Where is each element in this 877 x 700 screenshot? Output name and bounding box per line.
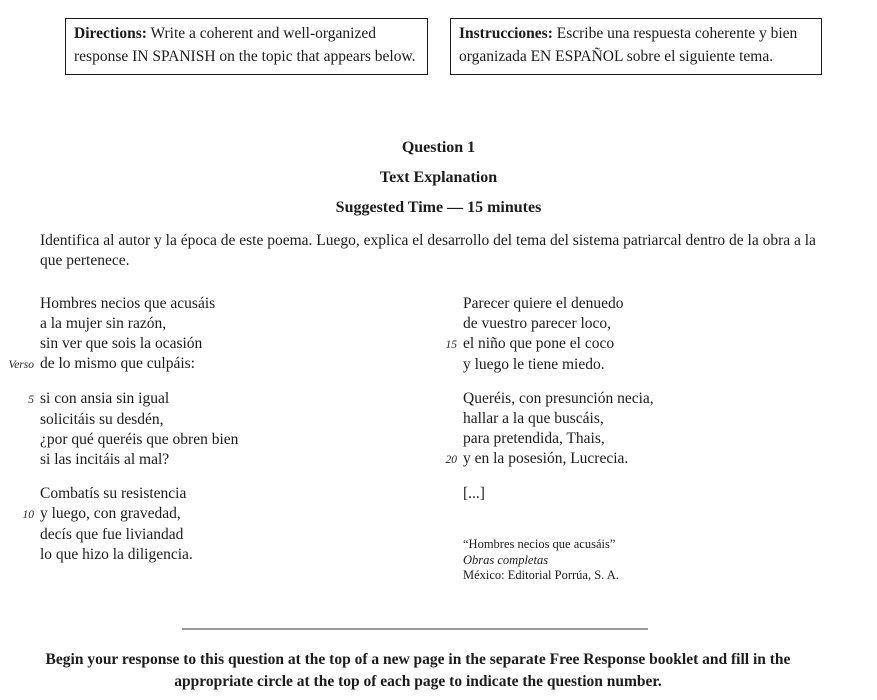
citation-publisher: México: Editorial Porrúa, S. A. [463, 568, 619, 582]
poem-line [2, 294, 402, 314]
poem-line-text: y luego, con gravedad, [40, 505, 181, 522]
poem-line [425, 355, 785, 375]
poem-line-text: Combatís su resistencia [40, 485, 187, 502]
poem-line-text: Hombres necios que acusáis [40, 295, 216, 312]
divider-line [182, 628, 648, 630]
directions-text-english: Write a coherent and well-organized response IN SPANISH on the topic that appears below. [74, 25, 416, 65]
directions-label-english: Directions: [74, 25, 147, 42]
poem-line [425, 389, 785, 409]
poem-line [2, 450, 402, 470]
line-number: 20 [445, 454, 457, 466]
poem-column-right [425, 294, 785, 584]
poem-line [2, 354, 402, 375]
poem-line [2, 334, 402, 354]
poem-line [425, 449, 785, 470]
citation-block [463, 537, 785, 584]
poem-line-text: ¿por qué queréis que obren bien [40, 431, 239, 448]
poem-line-text: lo que hizo la diligencia. [40, 546, 193, 563]
poem-line-text: de lo mismo que culpáis: [40, 355, 195, 372]
directions-box-english [65, 18, 428, 75]
poem-line [2, 484, 402, 504]
poem-line-text: decís que fue liviandad [40, 526, 184, 543]
footer-instruction: Begin your response to this question at the top of a new page in the separate Free Response booklet and fill in the appropriate circle at the top of each page to indicate the question number. [45, 651, 791, 690]
section-heading: Text Explanation [379, 169, 498, 186]
poem-line-text: hallar a la que buscáis, [463, 410, 604, 427]
poem-line-text: y en la posesión, Lucrecia. [463, 450, 629, 467]
poem-line [425, 334, 785, 355]
poem-stanza-3 [2, 484, 402, 565]
directions-text-spanish: Escribe una respuesta coherente y bien organizada EN ESPAÑOL sobre el siguiente tema. [459, 25, 798, 65]
poem-line [2, 545, 402, 565]
poem-line [425, 429, 785, 449]
prompt-text: Identifica al autor y la época de este poema. Luego, explica el desarrollo del tema del sistema patriarcal dentro de la obra a la que pertenece. [40, 232, 816, 269]
poem-ellipsis: [...] [463, 485, 485, 502]
question-number-heading: Question 1 [401, 139, 476, 156]
poem-line-text: y luego le tiene miedo. [463, 356, 605, 373]
poem-line [2, 504, 402, 525]
poem-line-text: si con ansia sin igual [40, 390, 170, 407]
poem-line-text: Queréis, con presunción necia, [463, 390, 654, 407]
poem-stanza-4 [425, 294, 785, 375]
poem-line [2, 525, 402, 545]
poem-line [425, 409, 785, 429]
line-number: 15 [445, 339, 457, 351]
poem-line-text: a la mujer sin razón, [40, 315, 167, 332]
poem-line-text: para pretendida, Thais, [463, 430, 605, 447]
line-number: 5 [28, 394, 34, 406]
verso-label: Verso [8, 359, 34, 371]
poem-column-left [2, 294, 402, 579]
poem-ellipsis-row [425, 484, 785, 504]
poem-line [2, 389, 402, 410]
citation-work: Obras completas [463, 552, 549, 567]
citation-title: “Hombres necios que acusáis” [463, 537, 616, 551]
poem-stanza-2 [2, 389, 402, 470]
poem-line-text: solicitáis su desdén, [40, 411, 164, 428]
poem-stanza-1 [2, 294, 402, 375]
headings-block [0, 139, 877, 229]
poem-line-text: sin ver que sois la ocasión [40, 335, 203, 352]
poem-line-text: el niño que pone el coco [463, 335, 615, 352]
directions-box-spanish [450, 18, 822, 75]
directions-label-spanish: Instrucciones: [459, 25, 553, 42]
line-number: 10 [22, 509, 34, 521]
poem-line-text: Parecer quiere el denuedo [463, 295, 624, 312]
poem-line [425, 314, 785, 334]
poem-line-text: si las incitáis al mal? [40, 451, 170, 468]
poem-line [425, 294, 785, 314]
poem-line [2, 314, 402, 334]
suggested-time-heading: Suggested Time — 15 minutes [335, 199, 542, 216]
poem-line [2, 410, 402, 430]
poem-line-text: de vuestro parecer loco, [463, 315, 612, 332]
poem-stanza-5 [425, 389, 785, 470]
poem-line [2, 430, 402, 450]
